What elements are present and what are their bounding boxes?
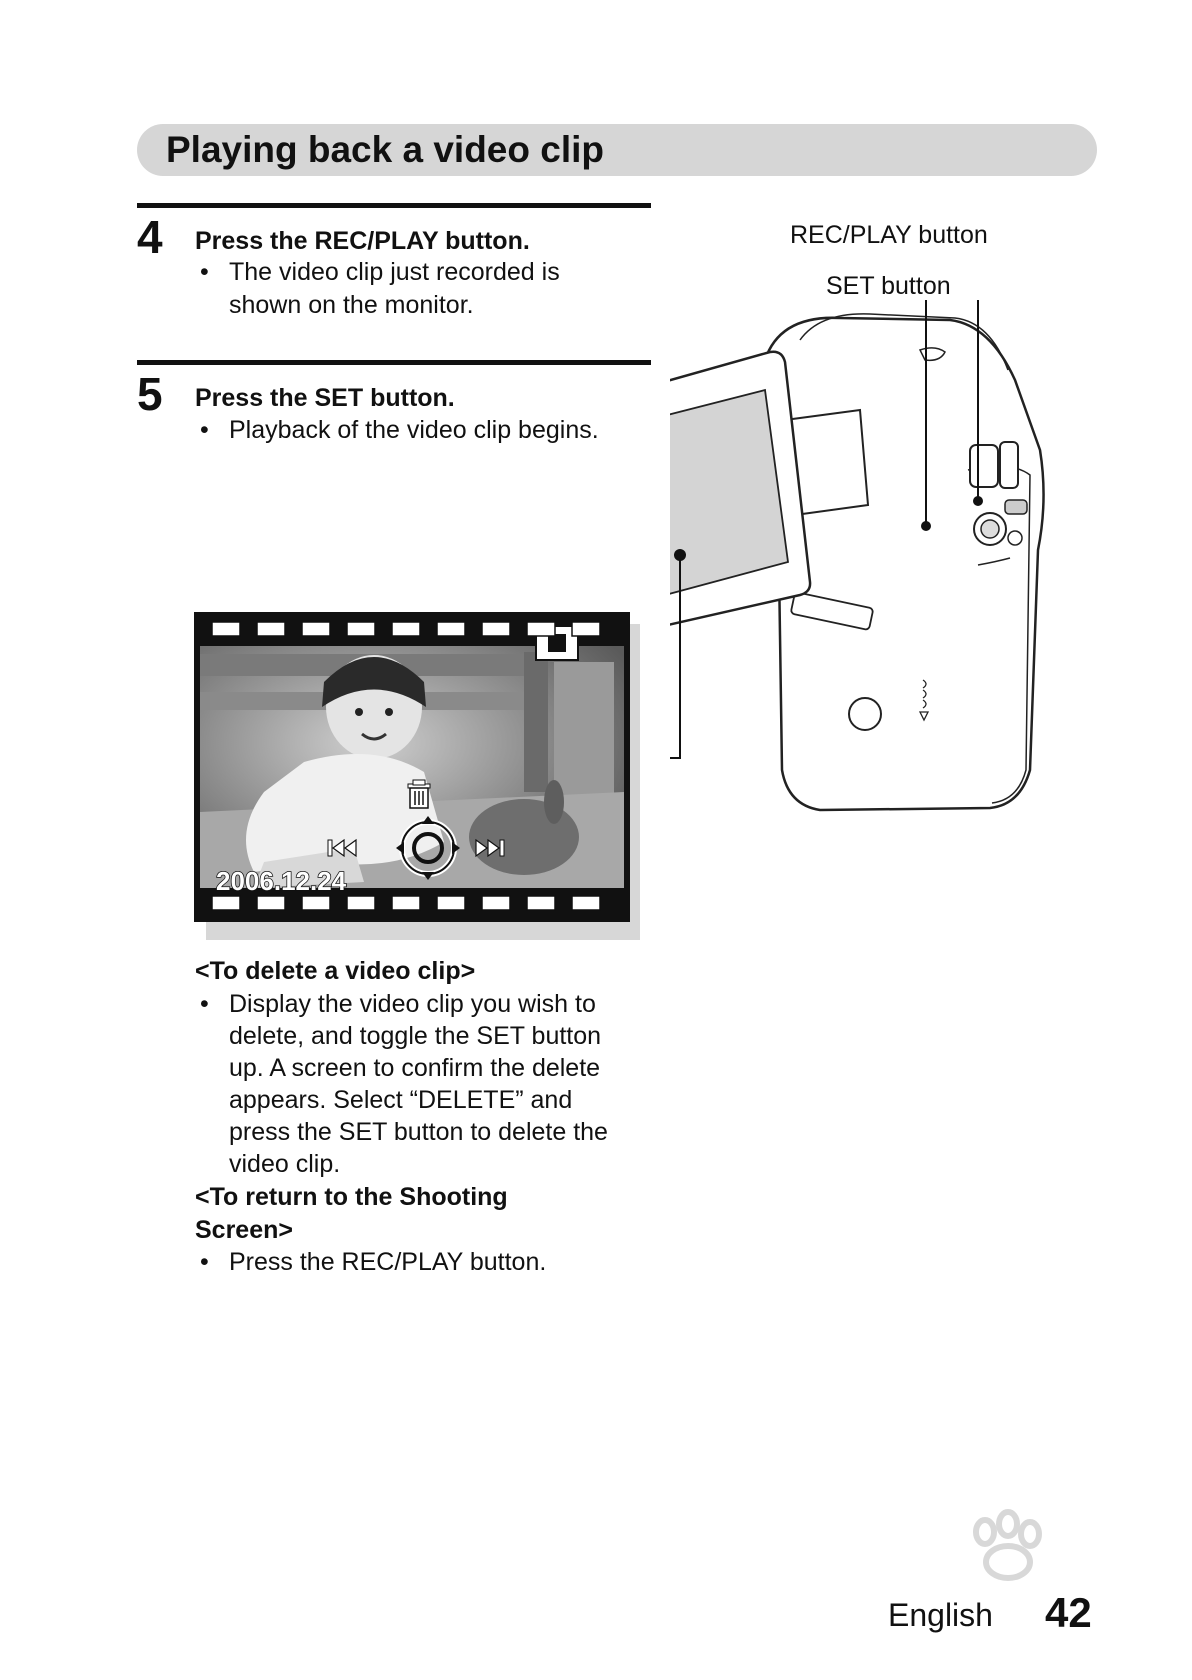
return-heading-line-1: <To return to the Shooting	[195, 1183, 508, 1211]
skip-forward-icon	[476, 840, 504, 856]
film-perforation	[302, 622, 330, 636]
bullet-dot: •	[200, 258, 209, 286]
delete-line-4: appears. Select “DELETE” and	[229, 1086, 573, 1114]
rec-play-callout-label: REC/PLAY button	[790, 221, 988, 249]
delete-line-5: press the SET button to delete the	[229, 1118, 608, 1146]
film-perforation	[572, 896, 600, 910]
film-perforation	[347, 622, 375, 636]
film-perforation	[527, 622, 555, 636]
page-number: 42	[1045, 1589, 1092, 1636]
page-title: Playing back a video clip	[166, 129, 605, 170]
step-5-number: 5	[137, 368, 163, 420]
step-5-heading: Press the SET button.	[195, 384, 455, 412]
film-perforation	[437, 896, 465, 910]
film-perforation	[347, 896, 375, 910]
film-perforation	[482, 622, 510, 636]
step-4-rule	[137, 203, 651, 208]
film-perforation	[527, 896, 555, 910]
film-perforation	[392, 622, 420, 636]
footer-language: English	[888, 1597, 993, 1633]
film-perforation	[392, 896, 420, 910]
step-5-rule	[137, 360, 651, 365]
delete-line-3: up. A screen to confirm the delete	[229, 1054, 601, 1082]
camera-illustration	[670, 300, 1090, 860]
step-4-bullet-line-2: shown on the monitor.	[229, 291, 474, 319]
bullet-dot: •	[200, 1248, 209, 1276]
film-perforation	[212, 896, 240, 910]
return-line-1: Press the REC/PLAY button.	[229, 1248, 547, 1276]
step-4-number: 4	[137, 211, 163, 263]
set-callout-label: SET button	[826, 272, 951, 300]
film-perforation	[437, 622, 465, 636]
film-perforation	[572, 622, 600, 636]
film-perforation	[212, 622, 240, 636]
tripod-button	[849, 698, 881, 730]
bullet-dot: •	[200, 990, 209, 1018]
playback-screen	[194, 612, 640, 942]
film-perforations-top	[212, 622, 600, 636]
skip-back-icon	[328, 840, 356, 856]
bullet-dot: •	[200, 416, 209, 444]
step-4-bullet-line-1: The video clip just recorded is	[229, 258, 560, 286]
rec-play-button	[1005, 500, 1027, 514]
delete-line-6: video clip.	[229, 1150, 341, 1178]
delete-line-2: delete, and toggle the SET button	[229, 1022, 602, 1050]
film-perforation	[257, 622, 285, 636]
delete-heading: <To delete a video clip>	[195, 957, 476, 985]
film-perforation	[257, 896, 285, 910]
film-perforations-bottom	[212, 896, 600, 910]
playback-date: 2006.12.24	[216, 866, 347, 896]
trash-icon	[408, 780, 430, 808]
step-4-heading: Press the REC/PLAY button.	[195, 227, 530, 255]
step-5-bullet-line-1: Playback of the video clip begins.	[229, 416, 599, 444]
return-heading-line-2: Screen>	[195, 1216, 293, 1244]
zoom-lever	[970, 445, 998, 487]
film-perforation	[482, 896, 510, 910]
film-perforation	[302, 896, 330, 910]
delete-line-1: Display the video clip you wish to	[229, 990, 596, 1018]
